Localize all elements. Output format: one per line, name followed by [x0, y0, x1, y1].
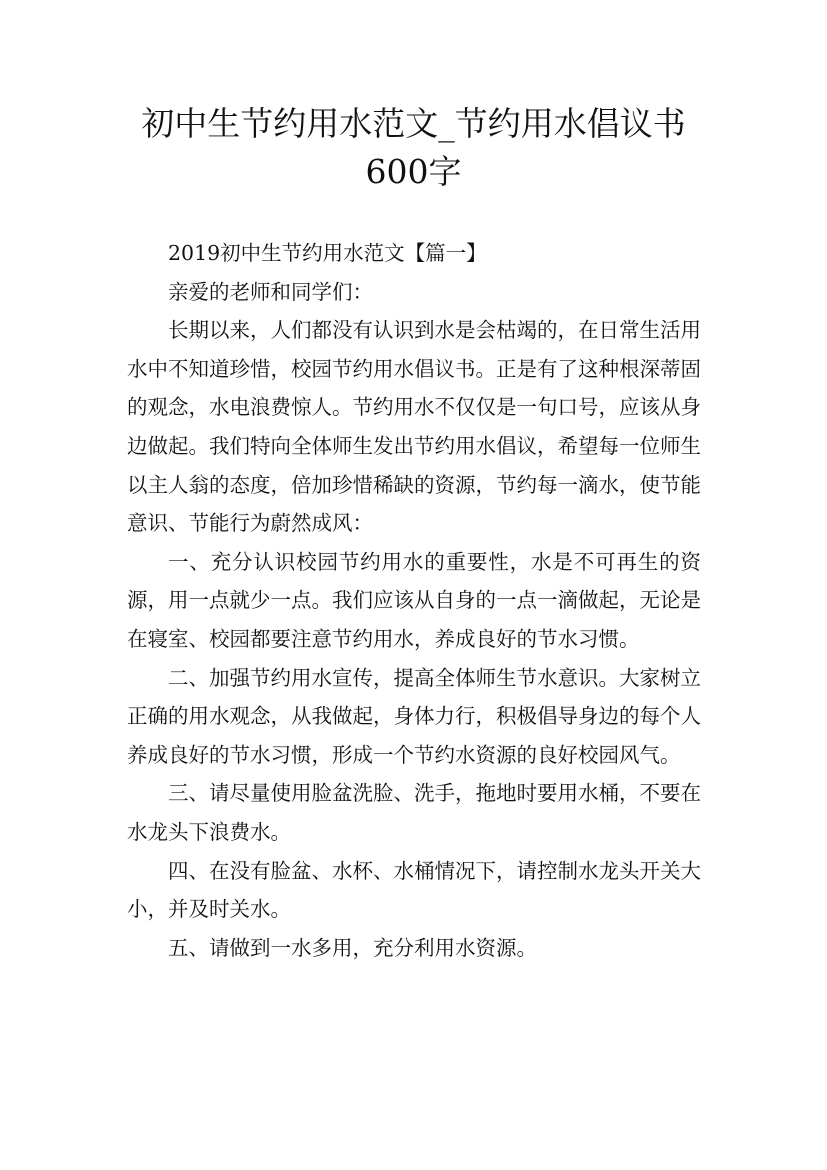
paragraph-point-1: 一、充分认识校园节约用水的重要性，水是不可再生的资源，用一点就少一点。我们应该从自身的一点一滴做起，无论是在寝室、校园都要注意节约用水，养成良好的节水习惯。: [127, 549, 701, 651]
document-title: 初中生节约用水范文_节约用水倡议书600字: [141, 104, 686, 191]
paragraph-point-5: 五、请做到一水多用，充分利用水资源。: [168, 935, 537, 960]
greeting: 亲爱的老师和同学们：: [168, 279, 373, 304]
paragraph-point-2: 二、加强节约用水宣传，提高全体师生节水意识。大家树立正确的用水观念，从我做起，身体力行，积极倡导身边的每个人养成良好的节水习惯，形成一个节约水资源的良好校园风气。: [127, 665, 701, 767]
paragraph-point-4: 四、在没有脸盆、水杯、水桶情况下，请控制水龙头开关大小，并及时关水。: [127, 858, 701, 922]
section-heading: 2019初中生节约用水范文【篇一】: [168, 241, 487, 265]
document-body: [127, 234, 701, 967]
paragraph-point-3: 三、请尽量使用脸盆洗脸、洗手，拖地时要用水桶，不要在水龙头下浪费水。: [127, 781, 701, 844]
paragraph-intro: 长期以来，人们都没有认识到水是会枯竭的，在日常生活用水中不知道珍惜，校园节约用水倡议书。正是有了这种根深蒂固的观念，水电浪费惊人。节约用水不仅仅是一句口号，应该从身边做起。我们特向全体师生发出节约用水倡议，希望每一位师生以主人翁的态度，倍加珍惜稀缺的资源，节约每一滴水，使节能意识、节能行为蔚然成风：: [127, 318, 701, 536]
